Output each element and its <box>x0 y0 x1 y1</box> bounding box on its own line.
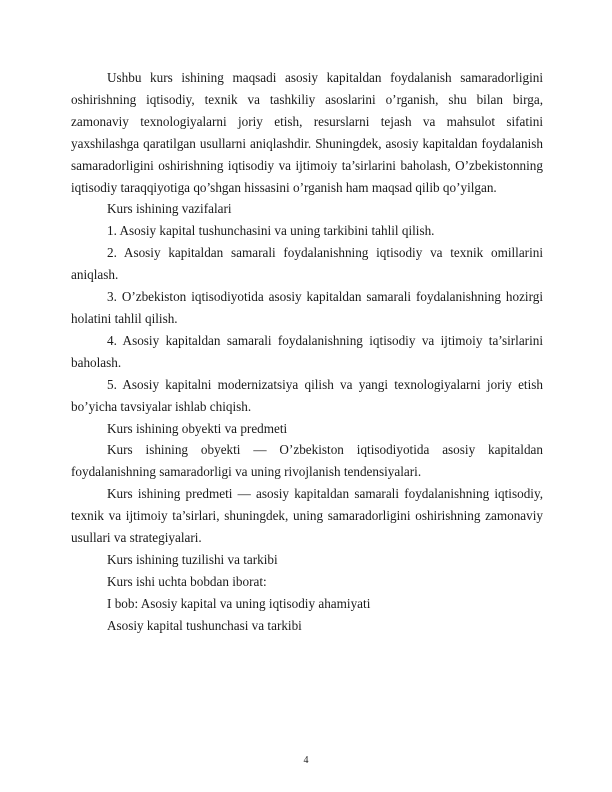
subject-paragraph: Kurs ishining predmeti — asosiy kapitaldan samarali foydalanishning iqtisodiy, texnik va ijtimoiy ta’sirlari, shuningdek, uning samaradorligini oshirishning zamonaviy usullari va strategiyalari. <box>71 486 543 546</box>
page-number: 4 <box>303 755 309 766</box>
structure-heading: Kurs ishining tuzilishi va tarkibi <box>107 551 278 567</box>
object-paragraph: Kurs ishining obyekti — O’zbekiston iqtisodiyotida asosiy kapitaldan foydalanishning samaradorligi va uning rivojlanish tendensiyalari. <box>71 442 543 480</box>
task-item-4: 4. Asosiy kapitaldan samarali foydalanishning iqtisodiy va ijtimoiy ta’sirlarini baholash. <box>71 332 543 370</box>
task-item-2: 2. Asosiy kapitaldan samarali foydalanishning iqtisodiy va texnik omillarini aniqlash. <box>71 245 543 283</box>
object-subject-heading: Kurs ishining obyekti va predmeti <box>107 420 288 436</box>
section-1-1-title: Asosiy kapital tushunchasi va tarkibi <box>107 617 302 633</box>
structure-intro: Kurs ishi uchta bobdan iborat: <box>107 573 267 589</box>
chapter-1-title: I bob: Asosiy kapital va uning iqtisodiy ahamiyati <box>107 595 371 611</box>
document-body <box>71 67 543 637</box>
task-item-5: 5. Asosiy kapitalni modernizatsiya qilish va yangi texnologiyalarni joriy etish bo’yicha tavsiyalar ishlab chiqish. <box>71 376 543 414</box>
purpose-paragraph: Ushbu kurs ishining maqsadi asosiy kapitaldan foydalanish samaradorligini oshirishning iqtisodiy, texnik va tashkiliy asoslarini o’rganish, shu bilan birga, zamonaviy texnologiyalarni joriy etish, resurslarni tejash va mahsulot sifatini yaxshilashga qaratilgan usullarni aniqlashdir. Shuningdek, asosiy kapitaldan foydalanish samaradorligini oshirishning iqtisodiy va ijtimoiy ta’sirlarini baholash, O’zbekistonning iqtisodiy taraqqiyotiga qo’shgan hissasini o’rganish ham maqsad qilib qo’yilgan. <box>71 70 543 195</box>
task-item-1: 1. Asosiy kapital tushunchasini va uning tarkibini tahlil qilish. <box>107 223 435 239</box>
tasks-heading: Kurs ishining vazifalari <box>107 201 232 217</box>
task-item-3: 3. O’zbekiston iqtisodiyotida asosiy kapitaldan samarali foydalanishning hozirgi holatini tahlil qilish. <box>71 289 543 326</box>
